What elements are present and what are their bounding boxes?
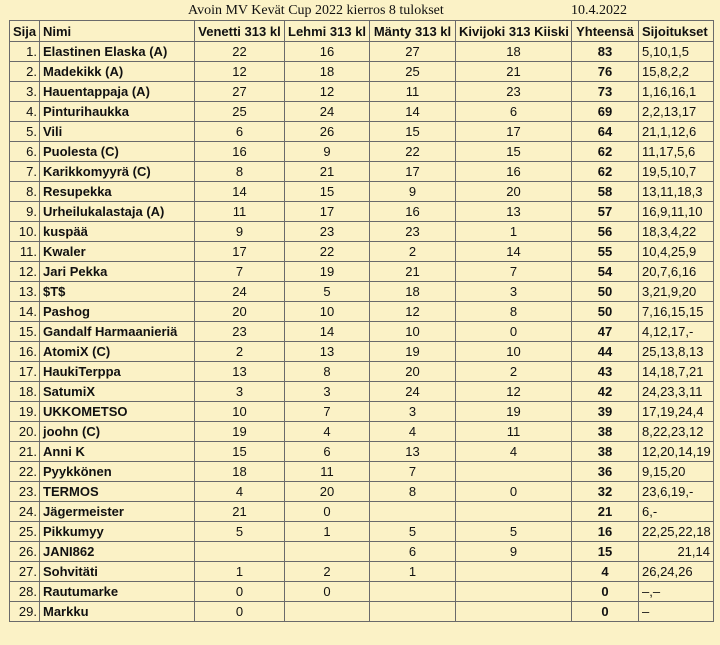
rank-cell: 2. bbox=[10, 62, 40, 82]
table-row bbox=[10, 542, 714, 562]
placements-cell: 15,8,2,2 bbox=[639, 62, 714, 82]
lehmi-cell: 14 bbox=[285, 322, 370, 342]
total-cell: 21 bbox=[572, 502, 639, 522]
lehmi-cell: 19 bbox=[285, 262, 370, 282]
table-row bbox=[10, 242, 714, 262]
total-cell: 73 bbox=[572, 82, 639, 102]
total-cell: 54 bbox=[572, 262, 639, 282]
manty-cell: 10 bbox=[370, 322, 456, 342]
manty-cell: 25 bbox=[370, 62, 456, 82]
table-row bbox=[10, 462, 714, 482]
manty-cell bbox=[370, 602, 456, 622]
placements-cell: 11,17,5,6 bbox=[639, 142, 714, 162]
lehmi-cell: 10 bbox=[285, 302, 370, 322]
total-cell: 0 bbox=[572, 582, 639, 602]
name-cell: Pashog bbox=[40, 302, 195, 322]
table-row bbox=[10, 282, 714, 302]
venetti-cell: 6 bbox=[195, 122, 285, 142]
table-row bbox=[10, 202, 714, 222]
rank-cell: 16. bbox=[10, 342, 40, 362]
lehmi-cell: 5 bbox=[285, 282, 370, 302]
manty-cell: 6 bbox=[370, 542, 456, 562]
table-row bbox=[10, 362, 714, 382]
lehmi-cell: 23 bbox=[285, 222, 370, 242]
table-row bbox=[10, 142, 714, 162]
manty-cell: 2 bbox=[370, 242, 456, 262]
table-row bbox=[10, 82, 714, 102]
placements-cell: 18,3,4,22 bbox=[639, 222, 714, 242]
rank-cell: 26. bbox=[10, 542, 40, 562]
rank-cell: 10. bbox=[10, 222, 40, 242]
manty-cell: 4 bbox=[370, 422, 456, 442]
table-row bbox=[10, 382, 714, 402]
kivijoki-cell: 7 bbox=[456, 262, 572, 282]
placements-cell: 26,24,26 bbox=[639, 562, 714, 582]
placements-cell: –,– bbox=[639, 582, 714, 602]
placements-cell: 24,23,3,11 bbox=[639, 382, 714, 402]
name-cell: Pikkumyy bbox=[40, 522, 195, 542]
name-cell: Karikkomyyrä (C) bbox=[40, 162, 195, 182]
lehmi-cell: 21 bbox=[285, 162, 370, 182]
venetti-cell: 16 bbox=[195, 142, 285, 162]
total-cell: 50 bbox=[572, 302, 639, 322]
table-row bbox=[10, 502, 714, 522]
kivijoki-cell: 11 bbox=[456, 422, 572, 442]
venetti-cell: 25 bbox=[195, 102, 285, 122]
venetti-cell: 18 bbox=[195, 462, 285, 482]
rank-cell: 24. bbox=[10, 502, 40, 522]
name-cell: Rautumarke bbox=[40, 582, 195, 602]
table-row bbox=[10, 442, 714, 462]
manty-cell: 12 bbox=[370, 302, 456, 322]
name-cell: UKKOMETSO bbox=[40, 402, 195, 422]
table-row bbox=[10, 42, 714, 62]
lehmi-cell: 18 bbox=[285, 62, 370, 82]
rank-cell: 9. bbox=[10, 202, 40, 222]
lehmi-cell: 13 bbox=[285, 342, 370, 362]
total-cell: 83 bbox=[572, 42, 639, 62]
venetti-cell: 12 bbox=[195, 62, 285, 82]
venetti-cell: 2 bbox=[195, 342, 285, 362]
lehmi-cell: 22 bbox=[285, 242, 370, 262]
kivijoki-cell: 8 bbox=[456, 302, 572, 322]
total-cell: 64 bbox=[572, 122, 639, 142]
rank-cell: 17. bbox=[10, 362, 40, 382]
col-header-venetti: Venetti 313 kl bbox=[195, 21, 285, 42]
table-row bbox=[10, 302, 714, 322]
name-cell: Pinturihaukka bbox=[40, 102, 195, 122]
rank-cell: 19. bbox=[10, 402, 40, 422]
placements-cell: 22,25,22,18 bbox=[639, 522, 714, 542]
kivijoki-cell: 19 bbox=[456, 402, 572, 422]
col-header-total: Yhteensä bbox=[572, 21, 639, 42]
lehmi-cell bbox=[285, 542, 370, 562]
venetti-cell: 0 bbox=[195, 582, 285, 602]
name-cell: kuspää bbox=[40, 222, 195, 242]
col-header-lehmi: Lehmi 313 kl bbox=[285, 21, 370, 42]
manty-cell bbox=[370, 502, 456, 522]
name-cell: Markku bbox=[40, 602, 195, 622]
manty-cell: 9 bbox=[370, 182, 456, 202]
kivijoki-cell: 23 bbox=[456, 82, 572, 102]
table-row bbox=[10, 262, 714, 282]
rank-cell: 6. bbox=[10, 142, 40, 162]
kivijoki-cell bbox=[456, 462, 572, 482]
col-header-kivijoki: Kivijoki 313 Kiiski bbox=[456, 21, 572, 42]
total-cell: 16 bbox=[572, 522, 639, 542]
venetti-cell: 1 bbox=[195, 562, 285, 582]
total-cell: 55 bbox=[572, 242, 639, 262]
header-row bbox=[10, 21, 714, 42]
total-cell: 76 bbox=[572, 62, 639, 82]
name-cell: Madekikk (A) bbox=[40, 62, 195, 82]
lehmi-cell: 1 bbox=[285, 522, 370, 542]
total-cell: 42 bbox=[572, 382, 639, 402]
name-cell: Jägermeister bbox=[40, 502, 195, 522]
name-cell: Hauentappaja (A) bbox=[40, 82, 195, 102]
title-row bbox=[0, 0, 720, 20]
manty-cell: 23 bbox=[370, 222, 456, 242]
kivijoki-cell: 12 bbox=[456, 382, 572, 402]
kivijoki-cell: 21 bbox=[456, 62, 572, 82]
venetti-cell: 7 bbox=[195, 262, 285, 282]
lehmi-cell: 12 bbox=[285, 82, 370, 102]
name-cell: Kwaler bbox=[40, 242, 195, 262]
manty-cell: 14 bbox=[370, 102, 456, 122]
lehmi-cell: 8 bbox=[285, 362, 370, 382]
sheet-title: Avoin MV Kevät Cup 2022 kierros 8 tulokset bbox=[188, 3, 444, 18]
venetti-cell: 21 bbox=[195, 502, 285, 522]
manty-cell bbox=[370, 582, 456, 602]
name-cell: Resupekka bbox=[40, 182, 195, 202]
total-cell: 69 bbox=[572, 102, 639, 122]
total-cell: 36 bbox=[572, 462, 639, 482]
table-row bbox=[10, 162, 714, 182]
total-cell: 56 bbox=[572, 222, 639, 242]
name-cell: Vili bbox=[40, 122, 195, 142]
col-header-manty: Mänty 313 kl bbox=[370, 21, 456, 42]
lehmi-cell: 2 bbox=[285, 562, 370, 582]
lehmi-cell: 26 bbox=[285, 122, 370, 142]
col-header-placements: Sijoitukset bbox=[639, 21, 714, 42]
lehmi-cell: 24 bbox=[285, 102, 370, 122]
rank-cell: 12. bbox=[10, 262, 40, 282]
kivijoki-cell: 4 bbox=[456, 442, 572, 462]
venetti-cell: 5 bbox=[195, 522, 285, 542]
total-cell: 43 bbox=[572, 362, 639, 382]
kivijoki-cell: 6 bbox=[456, 102, 572, 122]
manty-cell: 19 bbox=[370, 342, 456, 362]
kivijoki-cell: 5 bbox=[456, 522, 572, 542]
lehmi-cell: 4 bbox=[285, 422, 370, 442]
venetti-cell: 0 bbox=[195, 602, 285, 622]
placements-cell: 13,11,18,3 bbox=[639, 182, 714, 202]
table-row bbox=[10, 522, 714, 542]
lehmi-cell: 6 bbox=[285, 442, 370, 462]
placements-cell: 6,- bbox=[639, 502, 714, 522]
kivijoki-cell: 20 bbox=[456, 182, 572, 202]
lehmi-cell: 15 bbox=[285, 182, 370, 202]
total-cell: 62 bbox=[572, 142, 639, 162]
placements-cell: 17,19,24,4 bbox=[639, 402, 714, 422]
venetti-cell: 19 bbox=[195, 422, 285, 442]
placements-cell: 20,7,6,16 bbox=[639, 262, 714, 282]
rank-cell: 13. bbox=[10, 282, 40, 302]
total-cell: 47 bbox=[572, 322, 639, 342]
total-cell: 32 bbox=[572, 482, 639, 502]
venetti-cell: 14 bbox=[195, 182, 285, 202]
placements-cell: – bbox=[639, 602, 714, 622]
table-row bbox=[10, 222, 714, 242]
venetti-cell: 8 bbox=[195, 162, 285, 182]
manty-cell: 8 bbox=[370, 482, 456, 502]
col-header-name: Nimi bbox=[40, 21, 195, 42]
placements-cell: 10,4,25,9 bbox=[639, 242, 714, 262]
manty-cell: 18 bbox=[370, 282, 456, 302]
kivijoki-cell: 13 bbox=[456, 202, 572, 222]
name-cell: Jari Pekka bbox=[40, 262, 195, 282]
results-table bbox=[9, 20, 714, 622]
kivijoki-cell: 18 bbox=[456, 42, 572, 62]
kivijoki-cell: 14 bbox=[456, 242, 572, 262]
venetti-cell: 3 bbox=[195, 382, 285, 402]
rank-cell: 23. bbox=[10, 482, 40, 502]
kivijoki-cell bbox=[456, 582, 572, 602]
total-cell: 4 bbox=[572, 562, 639, 582]
lehmi-cell: 9 bbox=[285, 142, 370, 162]
venetti-cell: 17 bbox=[195, 242, 285, 262]
placements-cell: 19,5,10,7 bbox=[639, 162, 714, 182]
lehmi-cell: 3 bbox=[285, 382, 370, 402]
venetti-cell: 10 bbox=[195, 402, 285, 422]
kivijoki-cell: 0 bbox=[456, 482, 572, 502]
sheet-date: 10.4.2022 bbox=[571, 3, 627, 18]
placements-cell: 12,20,14,19 bbox=[639, 442, 714, 462]
placements-cell: 9,15,20 bbox=[639, 462, 714, 482]
placements-cell: 16,9,11,10 bbox=[639, 202, 714, 222]
results-body bbox=[10, 42, 714, 622]
manty-cell: 11 bbox=[370, 82, 456, 102]
manty-cell: 21 bbox=[370, 262, 456, 282]
venetti-cell: 24 bbox=[195, 282, 285, 302]
rank-cell: 20. bbox=[10, 422, 40, 442]
total-cell: 38 bbox=[572, 442, 639, 462]
rank-cell: 11. bbox=[10, 242, 40, 262]
table-row bbox=[10, 342, 714, 362]
table-row bbox=[10, 562, 714, 582]
table-row bbox=[10, 422, 714, 442]
col-header-rank: Sija bbox=[10, 21, 40, 42]
rank-cell: 22. bbox=[10, 462, 40, 482]
table-row bbox=[10, 62, 714, 82]
venetti-cell: 23 bbox=[195, 322, 285, 342]
rank-cell: 1. bbox=[10, 42, 40, 62]
table-row bbox=[10, 482, 714, 502]
rank-cell: 25. bbox=[10, 522, 40, 542]
rank-cell: 27. bbox=[10, 562, 40, 582]
table-row bbox=[10, 102, 714, 122]
table-row bbox=[10, 582, 714, 602]
manty-cell: 15 bbox=[370, 122, 456, 142]
manty-cell: 7 bbox=[370, 462, 456, 482]
total-cell: 58 bbox=[572, 182, 639, 202]
total-cell: 39 bbox=[572, 402, 639, 422]
name-cell: SatumiX bbox=[40, 382, 195, 402]
kivijoki-cell: 3 bbox=[456, 282, 572, 302]
venetti-cell: 4 bbox=[195, 482, 285, 502]
rank-cell: 5. bbox=[10, 122, 40, 142]
manty-cell: 1 bbox=[370, 562, 456, 582]
name-cell: TERMOS bbox=[40, 482, 195, 502]
kivijoki-cell bbox=[456, 562, 572, 582]
name-cell: $T$ bbox=[40, 282, 195, 302]
manty-cell: 13 bbox=[370, 442, 456, 462]
total-cell: 15 bbox=[572, 542, 639, 562]
rank-cell: 7. bbox=[10, 162, 40, 182]
name-cell: joohn (C) bbox=[40, 422, 195, 442]
placements-cell: 14,18,7,21 bbox=[639, 362, 714, 382]
manty-cell: 27 bbox=[370, 42, 456, 62]
rank-cell: 28. bbox=[10, 582, 40, 602]
kivijoki-cell: 17 bbox=[456, 122, 572, 142]
total-cell: 44 bbox=[572, 342, 639, 362]
manty-cell: 3 bbox=[370, 402, 456, 422]
table-row bbox=[10, 122, 714, 142]
venetti-cell: 27 bbox=[195, 82, 285, 102]
total-cell: 50 bbox=[572, 282, 639, 302]
kivijoki-cell: 16 bbox=[456, 162, 572, 182]
name-cell: Gandalf Harmaanieriä bbox=[40, 322, 195, 342]
name-cell: Urheilukalastaja (A) bbox=[40, 202, 195, 222]
lehmi-cell: 16 bbox=[285, 42, 370, 62]
kivijoki-cell bbox=[456, 602, 572, 622]
rank-cell: 18. bbox=[10, 382, 40, 402]
venetti-cell: 15 bbox=[195, 442, 285, 462]
lehmi-cell: 20 bbox=[285, 482, 370, 502]
rank-cell: 15. bbox=[10, 322, 40, 342]
placements-cell: 25,13,8,13 bbox=[639, 342, 714, 362]
lehmi-cell: 0 bbox=[285, 502, 370, 522]
name-cell: AtomiX (C) bbox=[40, 342, 195, 362]
placements-cell: 1,16,16,1 bbox=[639, 82, 714, 102]
placements-cell: 21,1,12,6 bbox=[639, 122, 714, 142]
total-cell: 62 bbox=[572, 162, 639, 182]
name-cell: Pyykkönen bbox=[40, 462, 195, 482]
rank-cell: 8. bbox=[10, 182, 40, 202]
placements-cell: 2,2,13,17 bbox=[639, 102, 714, 122]
placements-cell: 7,16,15,15 bbox=[639, 302, 714, 322]
venetti-cell: 11 bbox=[195, 202, 285, 222]
name-cell: Elastinen Elaska (A) bbox=[40, 42, 195, 62]
lehmi-cell bbox=[285, 602, 370, 622]
lehmi-cell: 17 bbox=[285, 202, 370, 222]
manty-cell: 16 bbox=[370, 202, 456, 222]
kivijoki-cell: 9 bbox=[456, 542, 572, 562]
placements-cell: 4,12,17,- bbox=[639, 322, 714, 342]
venetti-cell: 20 bbox=[195, 302, 285, 322]
total-cell: 38 bbox=[572, 422, 639, 442]
total-cell: 57 bbox=[572, 202, 639, 222]
manty-cell: 5 bbox=[370, 522, 456, 542]
name-cell: JANI862 bbox=[40, 542, 195, 562]
rank-cell: 14. bbox=[10, 302, 40, 322]
lehmi-cell: 11 bbox=[285, 462, 370, 482]
kivijoki-cell: 0 bbox=[456, 322, 572, 342]
name-cell: HaukiTerppa bbox=[40, 362, 195, 382]
table-row bbox=[10, 182, 714, 202]
manty-cell: 17 bbox=[370, 162, 456, 182]
placements-cell: 21,14 bbox=[639, 542, 714, 562]
manty-cell: 24 bbox=[370, 382, 456, 402]
rank-cell: 4. bbox=[10, 102, 40, 122]
name-cell: Puolesta (C) bbox=[40, 142, 195, 162]
placements-cell: 3,21,9,20 bbox=[639, 282, 714, 302]
kivijoki-cell: 15 bbox=[456, 142, 572, 162]
lehmi-cell: 0 bbox=[285, 582, 370, 602]
venetti-cell: 22 bbox=[195, 42, 285, 62]
kivijoki-cell: 2 bbox=[456, 362, 572, 382]
total-cell: 0 bbox=[572, 602, 639, 622]
name-cell: Anni K bbox=[40, 442, 195, 462]
kivijoki-cell: 10 bbox=[456, 342, 572, 362]
table-row bbox=[10, 322, 714, 342]
placements-cell: 23,6,19,- bbox=[639, 482, 714, 502]
rank-cell: 29. bbox=[10, 602, 40, 622]
placements-cell: 8,22,23,12 bbox=[639, 422, 714, 442]
name-cell: Sohvitäti bbox=[40, 562, 195, 582]
rank-cell: 21. bbox=[10, 442, 40, 462]
manty-cell: 20 bbox=[370, 362, 456, 382]
lehmi-cell: 7 bbox=[285, 402, 370, 422]
rank-cell: 3. bbox=[10, 82, 40, 102]
venetti-cell bbox=[195, 542, 285, 562]
venetti-cell: 9 bbox=[195, 222, 285, 242]
placements-cell: 5,10,1,5 bbox=[639, 42, 714, 62]
kivijoki-cell: 1 bbox=[456, 222, 572, 242]
table-row bbox=[10, 402, 714, 422]
table-row bbox=[10, 602, 714, 622]
venetti-cell: 13 bbox=[195, 362, 285, 382]
manty-cell: 22 bbox=[370, 142, 456, 162]
kivijoki-cell bbox=[456, 502, 572, 522]
